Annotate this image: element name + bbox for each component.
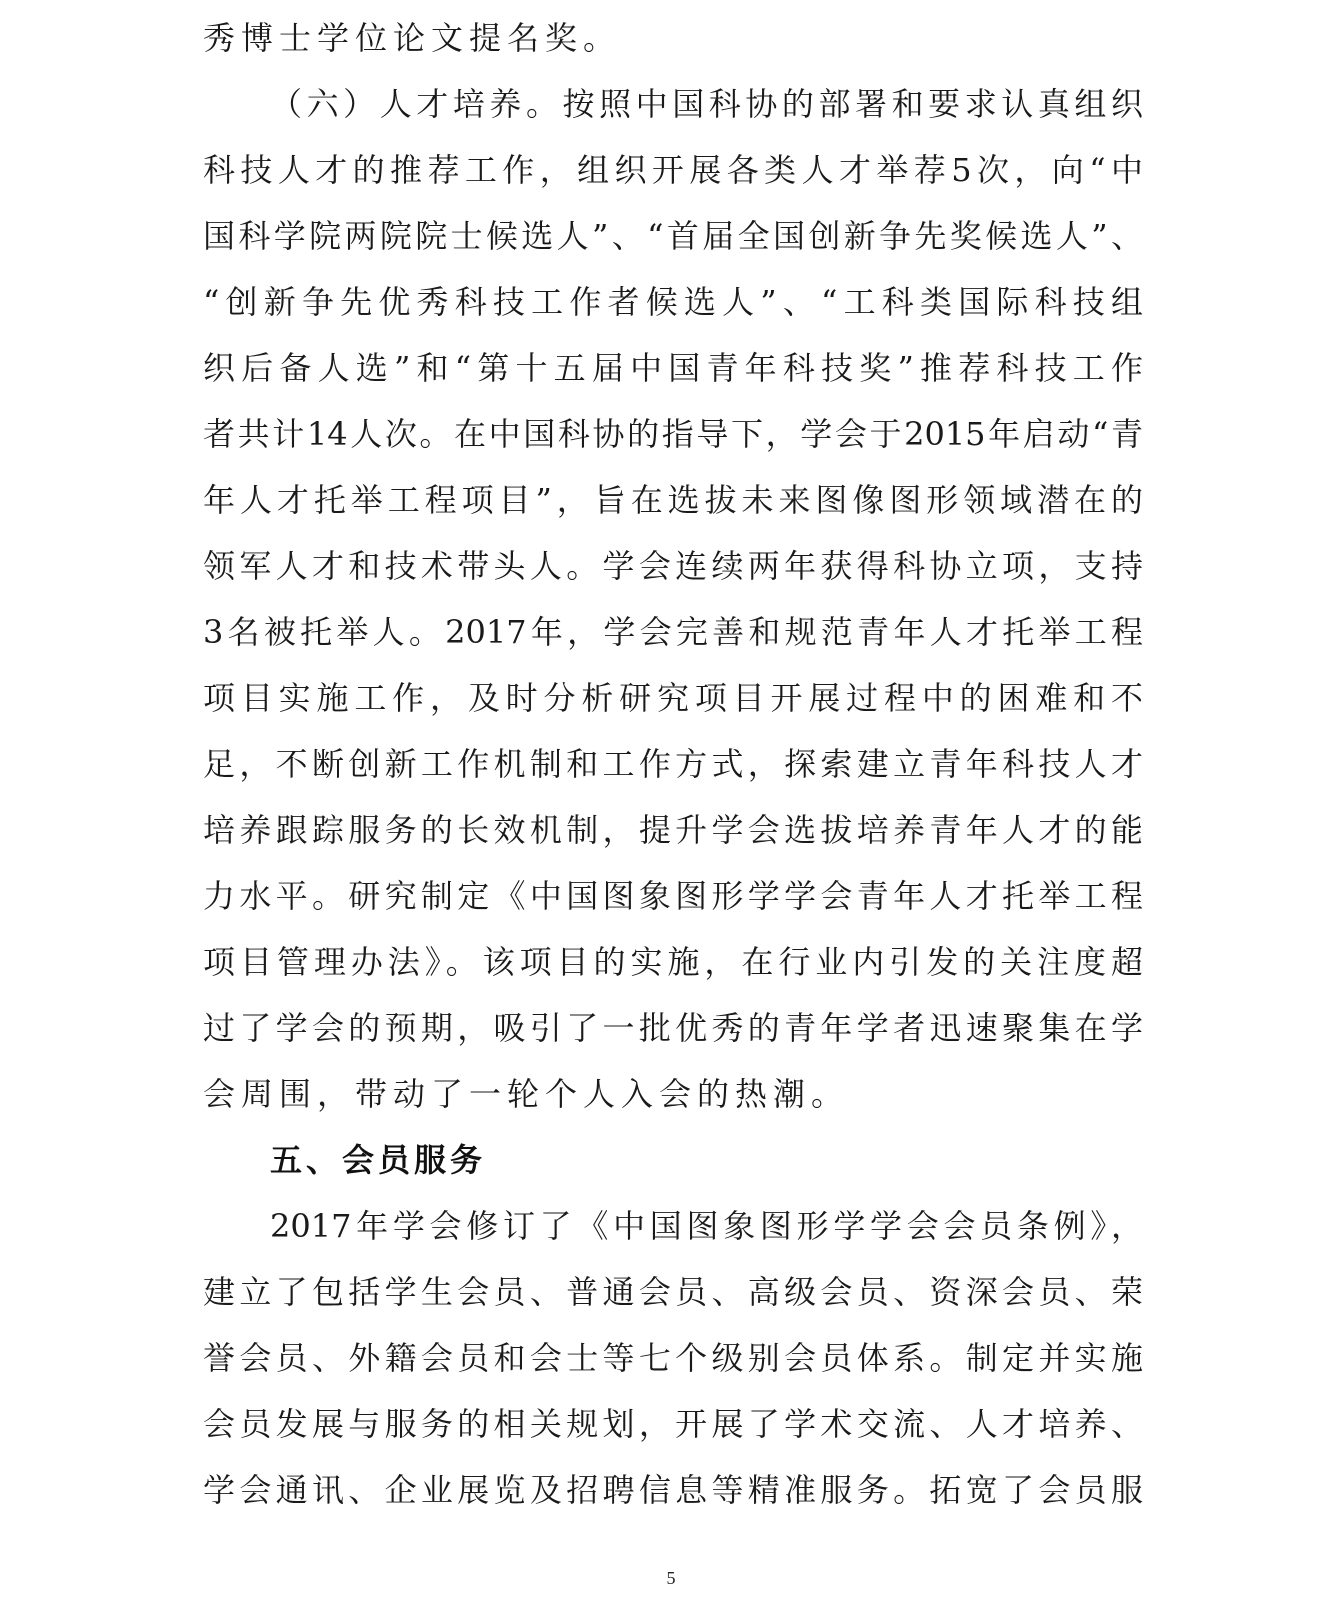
text-line: 足，不断创新工作机制和工作方式，探索建立青年科技人才 (203, 745, 1143, 783)
section-heading-member-services: 五、会员服务 (270, 1141, 487, 1179)
text-line: 领军人才和技术带头人。学会连续两年获得科协立项，支持 (203, 547, 1143, 585)
section-talent-training-line: （六）人才培养。按照中国科协的部署和要求认真组织 (270, 85, 1143, 123)
text-line: 3名被托举人。2017年，学会完善和规范青年人才托举工程 (203, 613, 1143, 651)
text-line: 织后备人选”和“第十五届中国青年科技奖”推荐科技工作 (203, 349, 1143, 387)
text-line: 培养跟踪服务的长效机制，提升学会选拔培养青年人才的能 (203, 811, 1143, 849)
text-line: 会员发展与服务的相关规划，开展了学术交流、人才培养、 (203, 1405, 1143, 1443)
text-line: 建立了包括学生会员、普通会员、高级会员、资深会员、荣 (203, 1273, 1143, 1311)
text-line: 科技人才的推荐工作，组织开展各类人才举荐5次，向“中 (203, 151, 1143, 189)
text-line: 力水平。研究制定《中国图象图形学学会青年人才托举工程 (203, 877, 1143, 915)
text-line: 会周围，带动了一轮个人入会的热潮。 (203, 1075, 850, 1113)
text-line: 学会通讯、企业展览及招聘信息等精准服务。拓宽了会员服 (203, 1471, 1143, 1509)
text-line: 过了学会的预期，吸引了一批优秀的青年学者迅速聚集在学 (203, 1009, 1143, 1047)
text-line: 年人才托举工程项目”，旨在选拔未来图像图形领域潜在的 (203, 481, 1143, 519)
text-line: 者共计14人次。在中国科协的指导下，学会于2015年启动“青 (203, 415, 1143, 453)
text-line: 秀博士学位论文提名奖。 (203, 19, 622, 57)
text-line: 誉会员、外籍会员和会士等七个级别会员体系。制定并实施 (203, 1339, 1143, 1377)
text-line: 项目管理办法》。该项目的实施，在行业内引发的关注度超 (203, 943, 1143, 981)
page-number: 5 (666, 1568, 676, 1588)
text-line: 2017年学会修订了《中国图象图形学学会会员条例》， (270, 1207, 1143, 1245)
text-line: “创新争先优秀科技工作者候选人”、“工科类国际科技组 (203, 283, 1143, 321)
text-line: 项目实施工作，及时分析研究项目开展过程中的困难和不 (203, 679, 1143, 717)
text-line: 国科学院两院院士候选人”、“首届全国创新争先奖候选人”、 (203, 217, 1143, 255)
